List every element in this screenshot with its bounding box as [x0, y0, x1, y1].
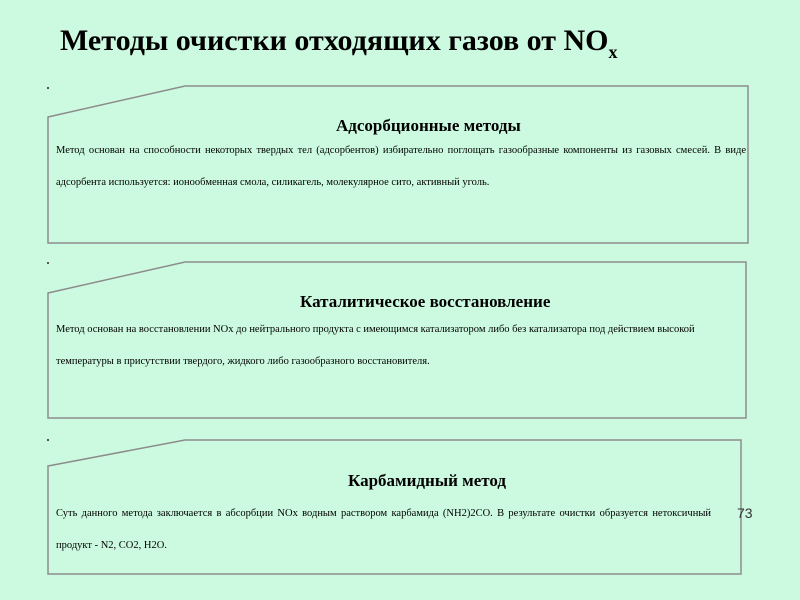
block-text: Метод основан на восстановлении NOx до нейтрального продукта с имеющимся катализатором либо без катализатора под действием высокой температуры в присутствии твердого, жидкого либо газообразного восстановителя.	[56, 324, 695, 367]
bullet-dot	[47, 87, 49, 89]
page-number: 73	[737, 505, 753, 521]
block-heading: Каталитическое восстановление	[300, 292, 551, 311]
block-heading: Карбамидный метод	[348, 471, 507, 490]
block-heading: Адсорбционные методы	[336, 116, 521, 135]
block-text: Суть данного метода заключается в абсорбции NOx водным раствором карбамида (NH2)2CO. В результате очистки образуется нетоксичный продукт - N2, CO2, H2O.	[56, 508, 711, 551]
slide-title	[60, 24, 780, 62]
bullet-dot	[47, 262, 49, 264]
bullet-dot	[47, 439, 49, 441]
block-text: Метод основан на способности некоторых твердых тел (адсорбентов) избирательно поглощать газообразные компоненты из газовых смесей. В виде адсорбента используется: ионообменная смола, силикагель, молекулярное сито, активный уголь.	[56, 145, 746, 188]
slide-title-main: Методы очистки отходящих газов от NO	[60, 24, 609, 57]
slide-title-subscript: x	[608, 42, 618, 62]
